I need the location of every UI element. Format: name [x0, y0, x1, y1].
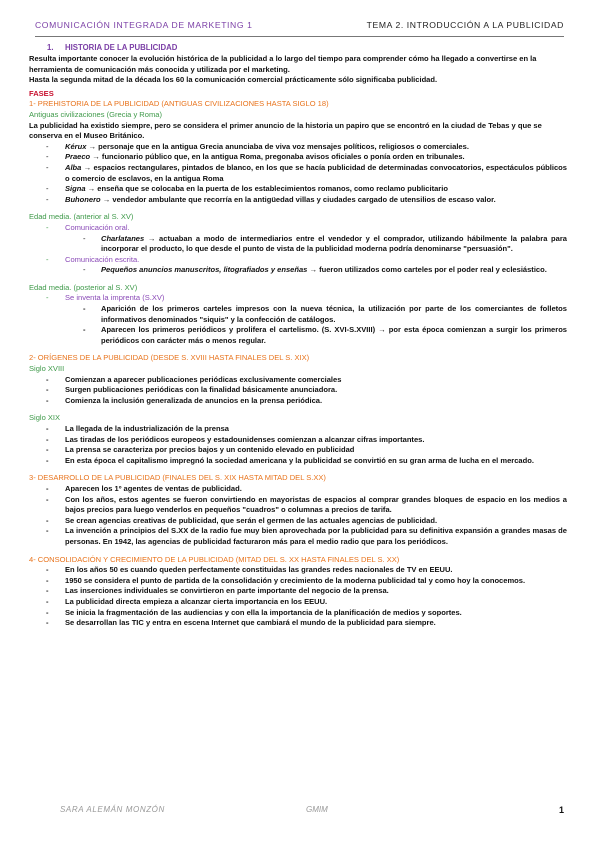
header-divider [35, 36, 564, 37]
term-desc: → personaje que en la antigua Grecia anunciaba de viva voz mensajes políticos, religiosos o comerciales. [86, 141, 469, 151]
header-topic: TEMA 2. INTRODUCCIÓN A LA PUBLICIDAD [366, 20, 564, 30]
list-item [29, 195, 567, 206]
list-item: - En esta época el capitalismo impregnó la sociedad americana y la publicidad se convirtió en su gran arma de lucha en el mercado. [29, 456, 567, 467]
section-number: 1. [47, 43, 54, 52]
phase-title: 1- PREHISTORIA DE LA PUBLICIDAD (ANTIGUAS CIVILIZACIONES HASTA SIGLO 18) [29, 99, 329, 109]
intro-paragraph: Hasta la segunda mitad de la década los 60 la comunicación comercial prácticamente sólo significaba publicidad. [29, 75, 438, 85]
phase-title: 3- DESARROLLO DE LA PUBLICIDAD (FINALES DEL S. XIX HASTA MITAD DEL S.XX) [29, 473, 326, 483]
nested-list [29, 234, 567, 255]
term: Kérux [65, 141, 87, 151]
term-desc: → espacios rectangulares, pintados de blanco, en los que se hacía publicidad de determinadas convocatorios, espectáculos públicos o comercio de esclavos, en la antigua Roma [65, 162, 567, 183]
footer-author: SARA ALEMÁN MONZÓN [60, 805, 165, 814]
list-item: - Surgen publicaciones periódicas con la finalidad básicamente anunciadora. [29, 385, 567, 396]
intro-paragraph: Resulta importante conocer la evolución histórica de la publicidad a lo largo del tiempo para comprender cómo ha llegado a convertirse en la herramienta de comunicación más conocida y utilizada por el marketing. [29, 54, 537, 74]
list-item: - Se crean agencias creativas de publicidad, que serán el germen de las actuales agencias de publicidad. [29, 516, 567, 527]
list-item [29, 142, 567, 153]
page-header [35, 20, 564, 34]
term: Buhonero [65, 194, 101, 204]
bullet-list [29, 484, 567, 548]
list-item [29, 184, 567, 195]
list-item [29, 163, 567, 184]
list-item-label: - Comunicación oral. [29, 223, 567, 234]
nested-list [29, 304, 567, 346]
list-item: - Aparecen los 1º agentes de ventas de publicidad. [29, 484, 567, 495]
subsection-title: Siglo XIX [29, 413, 61, 423]
term-list [29, 142, 567, 206]
list-item [29, 234, 567, 255]
media-list [29, 255, 567, 266]
subsection-title: Antiguas civilizaciones (Grecia y Roma) [29, 109, 162, 119]
list-item: - La prensa se caracteriza por precios bajos y un contenido elevado en publicidad [29, 445, 567, 456]
bullet-list [29, 565, 567, 629]
list-item [29, 152, 567, 163]
list-item: - Comienza la inclusión generalizada de anuncios en la prensa periódica. [29, 396, 567, 407]
term-desc: → fueron utilizados como carteles por el poder real y eclesiástico. [307, 265, 547, 275]
list-item: - Con los años, estos agentes se fueron convirtiendo en mayoristas de espacios al comprar grandes bloques de espacio en los medios a bajos precios para luego venderlos en pequeños "cuadros" o columnas a precios de tarifa. [29, 495, 567, 516]
paragraph: La publicidad ha existido siempre, pero se considera el primer anuncio de la historia un papiro que se encontró en la ciudad de Tebas y que se conserva en el Museo Británico. [29, 120, 542, 141]
section-heading [47, 43, 567, 54]
media-list [29, 293, 567, 304]
list-item: - En los años 50 es cuando queden perfectamente constituidas las grandes redes nacionales de TV en EEUU. [29, 565, 567, 576]
list-item: - La publicidad directa empieza a alcanzar cierta importancia en los EEUU. [29, 597, 567, 608]
list-item: - La llegada de la industrialización de la prensa [29, 424, 567, 435]
term: Signa [65, 184, 86, 194]
term: Charlatanes [101, 233, 145, 243]
list-item: - Comienzan a aparecer publicaciones periódicas exclusivamente comerciales [29, 375, 567, 386]
page-footer [60, 805, 564, 817]
bullet-list [29, 375, 567, 407]
list-item: - Aparición de los primeros carteles impresos con la nueva técnica, la utilización por parte de los comerciantes de folletos informativos denominados "siquis" y la confección de catálogos. [29, 304, 567, 325]
header-course: COMUNICACIÓN INTEGRADA DE MARKETING 1 [35, 20, 253, 30]
term: Praeco [65, 152, 91, 162]
term: Alba [65, 162, 82, 172]
list-item: - Las inserciones individuales se convirtieron en parte importante del negocio de la prensa. [29, 586, 567, 597]
section-title: HISTORIA DE LA PUBLICIDAD [65, 43, 178, 52]
phase-title: 2- ORÍGENES DE LA PUBLICIDAD (DESDE S. XVIII HASTA FINALES DEL S. XIX) [29, 353, 310, 363]
list-item-label: - Comunicación escrita. [29, 255, 567, 266]
list-item: - Se inicia la fragmentación de las audiencias y con ella la importancia de la planificación de medios y soportes. [29, 608, 567, 619]
list-item: - Se desarrollan las TIC y entra en escena Internet que cambiará el mundo de la publicidad para siempre. [29, 618, 567, 629]
list-item: - La invención a principios del S.XX de la radio fue muy bien aprovechada por la publicidad para su definitiva expansión a grandes masas de personas. En 1942, las agencias de publicidad facturaron más para el medio radio que para los periódicos. [29, 526, 567, 547]
term-desc: → enseña que se colocaba en la puerta de los establecimientos romanos, como reclamo publicitario [85, 184, 448, 194]
subsection-title: Edad media. (posterior al S. XV) [29, 282, 138, 292]
document-body [29, 43, 567, 629]
phase-title: 4- CONSOLIDACIÓN Y CRECIMIENTO DE LA PUBLICIDAD (MITAD DEL S. XX HASTA FINALES DEL S. XX) [29, 554, 400, 564]
media-list [29, 223, 567, 234]
fases-label: FASES [29, 88, 54, 98]
page-number: 1 [558, 805, 564, 815]
bullet-list [29, 424, 567, 466]
list-item-label: - Se inventa la imprenta (S.XV) [29, 293, 567, 304]
list-item: - Las tiradas de los periódicos europeos y estadounidenses comienzan a alcanzar cifras importantes. [29, 435, 567, 446]
list-item: - 1950 se considera el punto de partida de la consolidación y crecimiento de la moderna publicidad tal y como hoy la conocemos. [29, 576, 567, 587]
term-desc: → actuaban a modo de intermediarios entre el vendedor y el comprador, utilizando hábilmente la palabra para incorporar el producto, lo que desde el punto de vista de la publicidad moderna podría denominarse "persuasión". [101, 233, 567, 254]
subsection-title: Siglo XVIII [29, 364, 65, 374]
footer-center: GMIM [306, 805, 328, 814]
subsection-title: Edad media. (anterior al S. XV) [29, 212, 134, 222]
nested-list [29, 265, 567, 276]
term-desc: → funcionario público que, en la antigua Roma, pregonaba avisos oficiales o ponía orden en tribunales. [90, 152, 465, 162]
term-desc: → vendedor ambulante que recorría en la antigüedad villas y ciudades cargado de utensilios de escaso valor. [100, 194, 496, 204]
list-item: - Aparecen los primeros periódicos y prolifera el cartelismo. (S. XVI-S.XVIII) → por esta época comienzan a surgir los primeros periódicos con carácter más o menos regular. [29, 325, 567, 346]
term: Pequeños anuncios manuscritos, litografiados y enseñas [101, 265, 308, 275]
list-item [29, 265, 567, 276]
